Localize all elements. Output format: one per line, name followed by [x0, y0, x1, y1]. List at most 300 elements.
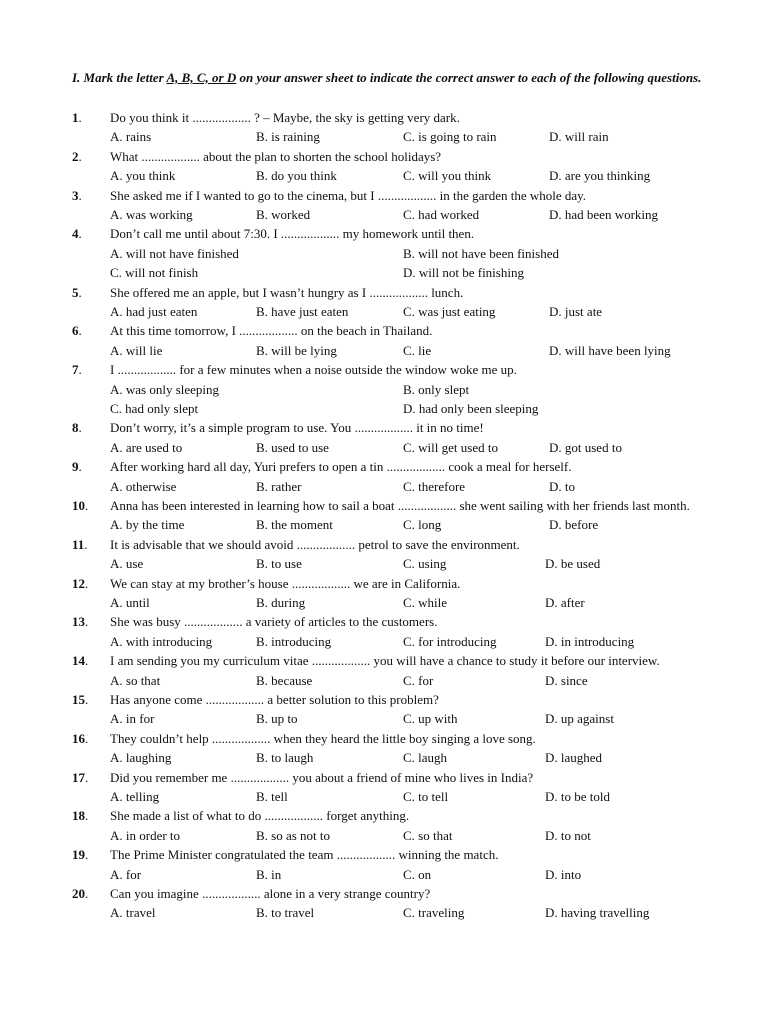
question-number: 14.: [72, 653, 89, 669]
option-b[interactable]: [256, 709, 298, 728]
option-letter: C: [403, 478, 412, 494]
option-b[interactable]: [256, 554, 302, 573]
option-d[interactable]: [549, 477, 575, 496]
option-c[interactable]: [403, 632, 497, 651]
option-a[interactable]: [110, 632, 212, 651]
option-text: . to be told: [554, 788, 610, 804]
option-c[interactable]: [403, 903, 464, 922]
option-c[interactable]: [403, 302, 495, 321]
option-c[interactable]: [403, 438, 498, 457]
question-stem: [72, 729, 712, 748]
question-8: [72, 418, 712, 457]
option-c[interactable]: [403, 709, 458, 728]
answer-options: [72, 166, 712, 185]
option-b[interactable]: [256, 632, 331, 651]
option-text: . was just eating: [411, 303, 496, 319]
question-stem: [72, 108, 712, 127]
option-letter: D: [549, 129, 559, 145]
option-letter: A: [110, 342, 120, 358]
question-text: I am sending you my curriculum vitae .................. you will have a chance to study it before our interview.: [110, 653, 660, 669]
option-text: . just ate: [558, 303, 603, 319]
question-stem: [72, 884, 712, 903]
option-d[interactable]: [549, 166, 650, 185]
question-11: [72, 535, 712, 574]
question-2: [72, 147, 712, 186]
option-a[interactable]: [110, 166, 175, 185]
answer-options: [72, 554, 712, 573]
option-text: . into: [554, 866, 582, 882]
option-text: . to: [558, 478, 576, 494]
option-d[interactable]: [545, 671, 588, 690]
option-b[interactable]: [256, 593, 305, 612]
option-text: . until: [119, 594, 150, 610]
option-a[interactable]: [110, 380, 219, 399]
option-letter: A: [110, 245, 120, 261]
option-a[interactable]: [110, 515, 184, 534]
option-b[interactable]: [256, 826, 330, 845]
question-5: [72, 283, 712, 322]
option-text: . will lie: [119, 342, 163, 358]
option-letter: C: [110, 265, 119, 281]
option-text: . long: [411, 517, 442, 533]
option-letter: A: [110, 129, 120, 145]
option-text: . up with: [411, 711, 458, 727]
question-text: Did you remember me .................. you about a friend of mine who lives in India?: [110, 769, 534, 785]
option-text: . will you think: [411, 168, 492, 184]
question-1: [72, 108, 712, 147]
option-letter: D: [545, 711, 555, 727]
option-letter: D: [545, 827, 555, 843]
option-letter: A: [110, 381, 120, 397]
option-letter: D: [549, 168, 559, 184]
option-d[interactable]: [549, 515, 598, 534]
question-4: [72, 224, 712, 282]
instructions-letters: A, B, C, or D: [166, 70, 237, 85]
option-c[interactable]: [403, 787, 448, 806]
option-text: . used to use: [264, 439, 329, 455]
option-a[interactable]: [110, 244, 239, 263]
answer-options: [72, 205, 712, 224]
option-c[interactable]: [403, 826, 452, 845]
question-number: 20.: [72, 885, 89, 901]
option-letter: C: [403, 439, 412, 455]
question-stem: [72, 806, 712, 825]
option-letter: B: [256, 594, 265, 610]
option-letter: A: [110, 168, 120, 184]
question-20: [72, 884, 712, 923]
option-text: . had only been sleeping: [412, 400, 539, 416]
question-number: 1.: [72, 110, 82, 125]
answer-options: [72, 477, 712, 496]
option-letter: C: [403, 168, 412, 184]
option-a[interactable]: [110, 865, 141, 884]
question-number: 13.: [72, 614, 89, 630]
question-stem: [72, 574, 712, 593]
option-b[interactable]: [403, 244, 559, 263]
question-text: She made a list of what to do .................. forget anything.: [110, 808, 410, 824]
option-d[interactable]: [545, 787, 610, 806]
option-letter: B: [403, 245, 412, 261]
option-text: . will not be finishing: [412, 265, 524, 281]
option-c[interactable]: [403, 748, 447, 767]
option-d[interactable]: [549, 205, 658, 224]
option-letter: A: [110, 303, 120, 319]
option-b[interactable]: [256, 438, 329, 457]
option-b[interactable]: [256, 205, 310, 224]
option-d[interactable]: [545, 632, 634, 651]
option-text: . travel: [119, 905, 156, 921]
option-b[interactable]: [256, 865, 281, 884]
question-stem: [72, 224, 712, 243]
option-text: . the moment: [264, 517, 333, 533]
option-text: . will have been lying: [558, 342, 671, 358]
question-number: 2.: [72, 148, 82, 164]
option-letter: C: [403, 556, 412, 572]
option-letter: D: [403, 400, 413, 416]
option-letter: D: [545, 750, 555, 766]
option-a[interactable]: [110, 341, 162, 360]
option-d[interactable]: [545, 709, 614, 728]
option-letter: B: [256, 517, 265, 533]
option-letter: B: [256, 788, 265, 804]
option-letter: B: [256, 207, 265, 222]
option-text: . with introducing: [119, 633, 213, 649]
option-text: . so that: [119, 672, 161, 688]
option-text: . will not have been finished: [411, 245, 559, 261]
answer-options: [72, 787, 712, 806]
option-a[interactable]: [110, 477, 176, 496]
option-text: . for: [119, 866, 142, 882]
option-text: . using: [411, 556, 447, 572]
answer-options: [72, 341, 712, 360]
option-letter: D: [549, 207, 559, 222]
option-letter: A: [110, 711, 120, 727]
option-letter: A: [110, 594, 120, 610]
option-letter: B: [256, 342, 265, 358]
question-15: [72, 690, 712, 729]
option-letter: B: [256, 905, 265, 921]
question-stem: [72, 612, 712, 631]
option-b[interactable]: [256, 166, 337, 185]
option-b[interactable]: [256, 787, 288, 806]
option-d[interactable]: [549, 438, 622, 457]
option-letter: B: [256, 303, 265, 319]
option-letter: D: [545, 633, 555, 649]
option-text: . lie: [411, 342, 432, 358]
option-text: . will not have finished: [119, 245, 239, 261]
option-letter: A: [110, 827, 120, 843]
option-letter: B: [256, 478, 265, 494]
question-stem: [72, 321, 712, 340]
question-text: They couldn’t help .................. when they heard the little boy singing a love song.: [110, 730, 536, 746]
question-stem: [72, 418, 712, 437]
option-b[interactable]: [256, 671, 312, 690]
question-number: 3.: [72, 187, 82, 203]
option-letter: D: [545, 556, 555, 572]
question-text: Anna has been interested in learning how to sail a boat .................. she went sailing with her friends last month.: [110, 497, 690, 513]
answer-options: [72, 671, 712, 690]
option-a[interactable]: [110, 709, 154, 728]
question-10: [72, 496, 712, 535]
question-17: [72, 768, 712, 807]
question-text: She asked me if I wanted to go to the cinema, but I .................. in the garden the whole day.: [110, 187, 587, 203]
option-a[interactable]: [110, 826, 180, 845]
answer-options: [72, 826, 712, 845]
option-letter: B: [256, 439, 265, 455]
question-stem: [72, 768, 712, 787]
option-text: . was working: [119, 207, 193, 222]
option-text: . you think: [119, 168, 176, 184]
option-text: . had been working: [558, 207, 659, 222]
option-c[interactable]: [403, 205, 479, 224]
option-letter: B: [256, 711, 265, 727]
answer-options: [72, 865, 712, 884]
question-number: 9.: [72, 459, 82, 475]
option-letter: A: [110, 633, 120, 649]
option-c[interactable]: [403, 341, 431, 360]
option-text: . will get used to: [411, 439, 498, 455]
answer-options: [72, 593, 712, 612]
option-b[interactable]: [256, 341, 337, 360]
option-letter: D: [545, 672, 555, 688]
question-text: We can stay at my brother’s house .................. we are in California.: [110, 575, 461, 591]
option-letter: C: [403, 905, 412, 921]
question-13: [72, 612, 712, 651]
option-c[interactable]: [403, 515, 441, 534]
question-stem: [72, 283, 712, 302]
question-number: 15.: [72, 691, 89, 707]
option-text: . in: [264, 866, 282, 882]
instructions-part1: I. Mark the letter: [72, 70, 167, 85]
question-stem: [72, 690, 712, 709]
option-letter: B: [256, 633, 265, 649]
option-letter: A: [110, 439, 120, 455]
question-number: 8.: [72, 420, 82, 436]
question-stem: [72, 496, 712, 515]
option-a[interactable]: [110, 593, 150, 612]
option-letter: A: [110, 672, 120, 688]
question-9: [72, 457, 712, 496]
option-text: . is raining: [264, 129, 320, 145]
option-text: . only slept: [411, 381, 470, 397]
option-letter: C: [403, 672, 412, 688]
answer-options: [72, 263, 712, 282]
option-text: . because: [264, 672, 313, 688]
question-stem: [72, 186, 712, 205]
option-letter: B: [256, 556, 265, 572]
option-text: . laughed: [554, 750, 603, 766]
option-letter: A: [110, 905, 120, 921]
option-letter: B: [256, 750, 265, 766]
answer-options: [72, 380, 712, 399]
option-letter: D: [549, 517, 559, 533]
option-c[interactable]: [110, 399, 198, 418]
option-text: . in for: [119, 711, 155, 727]
option-d[interactable]: [403, 399, 538, 418]
option-text: . will be lying: [264, 342, 337, 358]
option-letter: C: [403, 866, 412, 882]
question-text: Do you think it .................. ? – Maybe, the sky is getting very dark.: [110, 110, 460, 125]
option-text: . to tell: [411, 788, 449, 804]
question-text: Don’t worry, it’s a simple program to use. You .................. it in no time!: [110, 420, 484, 436]
option-text: . worked: [264, 207, 311, 222]
option-text: . while: [411, 594, 448, 610]
option-letter: C: [403, 303, 412, 319]
option-letter: A: [110, 750, 120, 766]
option-letter: D: [545, 905, 555, 921]
option-a[interactable]: [110, 903, 155, 922]
option-letter: A: [110, 517, 120, 533]
option-a[interactable]: [110, 787, 159, 806]
option-text: . otherwise: [119, 478, 177, 494]
option-text: . so that: [411, 827, 453, 843]
option-c[interactable]: [110, 263, 198, 282]
option-a[interactable]: [110, 671, 160, 690]
option-text: . up to: [264, 711, 298, 727]
option-d[interactable]: [403, 263, 524, 282]
option-text: . after: [554, 594, 585, 610]
question-number: 10.: [72, 497, 89, 513]
option-c[interactable]: [403, 477, 465, 496]
question-text: What .................. about the plan to shorten the school holidays?: [110, 148, 442, 164]
option-text: . was only sleeping: [119, 381, 220, 397]
question-text: She was busy .................. a variety of articles to the customers.: [110, 614, 438, 630]
option-letter: A: [110, 556, 120, 572]
question-text: After working hard all day, Yuri prefers to open a tin .................. cook a meal for herself.: [110, 459, 572, 475]
option-a[interactable]: [110, 205, 193, 224]
option-letter: A: [110, 866, 120, 882]
question-number: 11.: [72, 536, 88, 552]
option-c[interactable]: [403, 166, 491, 185]
question-6: [72, 321, 712, 360]
option-a[interactable]: [110, 438, 182, 457]
option-a[interactable]: [110, 748, 171, 767]
answer-options: [72, 903, 712, 922]
option-b[interactable]: [256, 477, 301, 496]
option-text: . in order to: [119, 827, 181, 843]
question-stem: [72, 360, 712, 379]
option-text: . so as not to: [264, 827, 331, 843]
option-letter: B: [256, 827, 265, 843]
question-number: 18.: [72, 808, 89, 824]
instructions-part2: on your answer sheet to indicate the correct answer to each of the following questions.: [236, 70, 702, 85]
option-text: . use: [119, 556, 144, 572]
option-letter: C: [403, 517, 412, 533]
option-letter: D: [549, 342, 559, 358]
option-b[interactable]: [256, 748, 313, 767]
option-letter: D: [549, 439, 559, 455]
option-d[interactable]: [545, 593, 585, 612]
option-d[interactable]: [549, 127, 609, 146]
option-b[interactable]: [256, 127, 320, 146]
option-d[interactable]: [545, 554, 600, 573]
question-number: 16.: [72, 730, 89, 746]
option-text: . during: [264, 594, 306, 610]
answer-options: [72, 748, 712, 767]
option-text: . tell: [264, 788, 288, 804]
option-text: . do you think: [264, 168, 337, 184]
question-text: Don’t call me until about 7:30. I .................. my homework until then.: [110, 226, 475, 242]
option-letter: C: [403, 342, 412, 358]
option-text: . since: [554, 672, 588, 688]
option-c[interactable]: [403, 127, 497, 146]
option-d[interactable]: [549, 341, 671, 360]
option-a[interactable]: [110, 302, 197, 321]
question-number: 19.: [72, 847, 89, 863]
question-text: She offered me an apple, but I wasn’t hungry as I .................. lunch.: [110, 284, 464, 300]
question-7: [72, 360, 712, 418]
question-stem: [72, 845, 712, 864]
option-letter: A: [110, 207, 120, 222]
option-text: . having travelling: [554, 905, 650, 921]
option-text: . are you thinking: [558, 168, 651, 184]
option-b[interactable]: [256, 903, 314, 922]
option-text: . therefore: [411, 478, 466, 494]
question-text: At this time tomorrow, I .................. on the beach in Thailand.: [110, 323, 433, 339]
answer-options: [72, 438, 712, 457]
option-c[interactable]: [403, 671, 433, 690]
option-text: . have just eaten: [264, 303, 349, 319]
option-text: . before: [558, 517, 599, 533]
option-letter: C: [403, 827, 412, 843]
option-d[interactable]: [545, 903, 649, 922]
option-c[interactable]: [403, 865, 431, 884]
option-letter: B: [403, 381, 412, 397]
option-letter: D: [545, 866, 555, 882]
question-text: It is advisable that we should avoid .................. petrol to save the environment.: [110, 536, 520, 552]
option-text: . had worked: [411, 207, 480, 222]
option-d[interactable]: [545, 748, 602, 767]
option-text: . are used to: [119, 439, 183, 455]
question-stem: [72, 535, 712, 554]
option-text: . by the time: [119, 517, 185, 533]
option-b[interactable]: [256, 302, 348, 321]
option-text: . will rain: [558, 129, 609, 145]
option-text: . in introducing: [554, 633, 635, 649]
option-text: . rather: [264, 478, 302, 494]
option-d[interactable]: [545, 865, 581, 884]
option-text: . laughing: [119, 750, 172, 766]
option-letter: B: [256, 168, 265, 184]
question-18: [72, 806, 712, 845]
option-text: . to travel: [264, 905, 315, 921]
option-text: . traveling: [411, 905, 465, 921]
question-19: [72, 845, 712, 884]
question-stem: [72, 457, 712, 476]
option-a[interactable]: [110, 554, 143, 573]
option-text: . on: [411, 866, 432, 882]
option-text: . had just eaten: [119, 303, 198, 319]
option-letter: C: [403, 207, 412, 222]
option-text: . to laugh: [264, 750, 314, 766]
option-b[interactable]: [256, 515, 333, 534]
option-a[interactable]: [110, 127, 151, 146]
option-d[interactable]: [549, 302, 602, 321]
option-b[interactable]: [403, 380, 469, 399]
question-14: [72, 651, 712, 690]
option-d[interactable]: [545, 826, 591, 845]
option-letter: B: [256, 866, 265, 882]
option-c[interactable]: [403, 554, 446, 573]
answer-options: [72, 709, 712, 728]
question-number: 4.: [72, 226, 82, 242]
answer-options: [72, 399, 712, 418]
option-text: . telling: [119, 788, 160, 804]
question-text: Has anyone come .................. a better solution to this problem?: [110, 691, 439, 707]
question-number: 5.: [72, 284, 82, 300]
option-c[interactable]: [403, 593, 447, 612]
question-number: 17.: [72, 769, 89, 785]
